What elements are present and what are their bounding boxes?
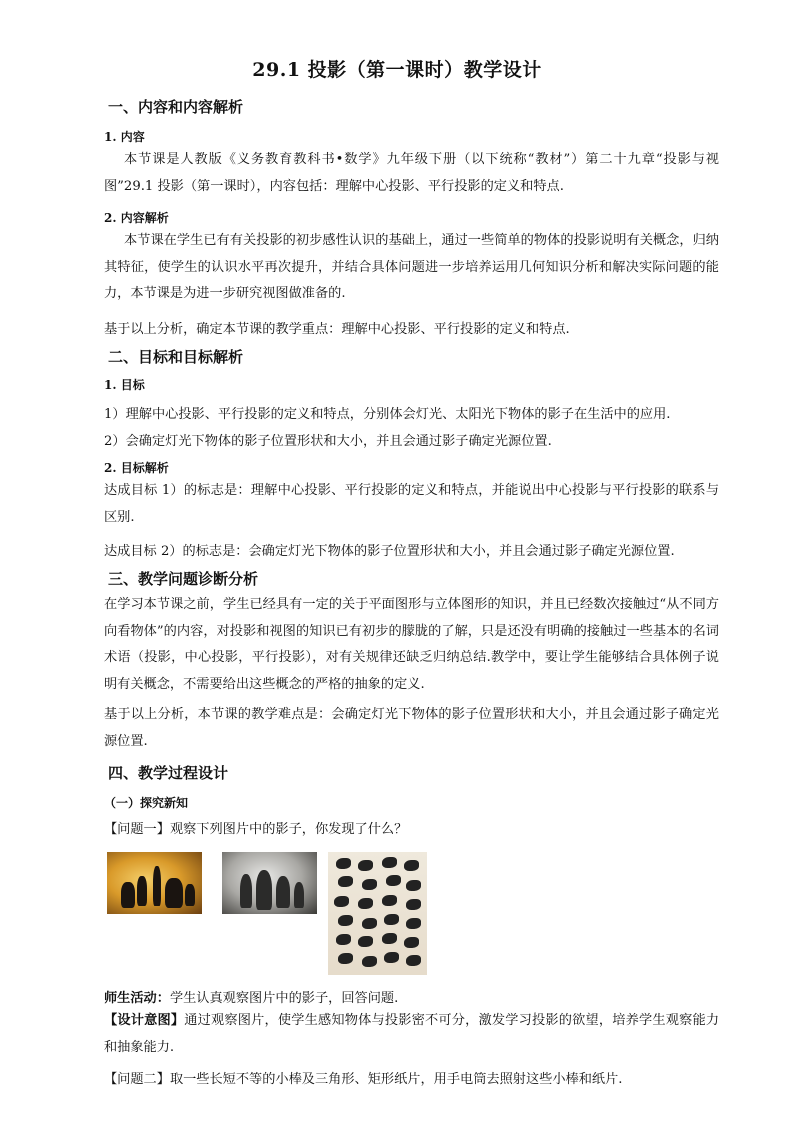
subheading-content-analysis: 2. 内容解析 — [104, 211, 169, 225]
activity-tag: 师生活动： — [104, 991, 170, 1006]
design-intent — [104, 1008, 719, 1061]
goal-item-1: 1）理解中心投影、平行投影的定义和特点，分别体会灯光、太阳光下物体的影子在生活中的应用. — [104, 407, 671, 422]
paragraph-diagnosis: 在学习本节课之前，学生已经具有一定的关于平面图形与立体图形的知识，并且已经数次接触过“从不同方向看物体”的内容，对投影和视图的知识已有初步的朦胧的了解，只是还没有明确的接触过一些基本的名词术语（投影，中心投影，平行投影），对有关规律还缺乏归纳总结.教学中，要让学生能够结合具体例子说明有关概念，不需要给出这些概念的严格的抽象的定义. — [104, 597, 719, 692]
shadow-puppet-photo — [107, 852, 202, 914]
question-2-tag: 【问题二】 — [104, 1072, 170, 1087]
paragraph-content: 本节课是人教版《义务教育教科书•数学》九年级下册（以下统称“教材”）第二十九章“投影与视图”29.1 投影（第一课时），内容包括：理解中心投影、平行投影的定义和特点. — [104, 152, 719, 194]
question-2-text: 取一些长短不等的小棒及三角形、矩形纸片，用手电筒去照射这些小棒和纸片. — [169, 1072, 623, 1087]
design-intent-tag: 【设计意图】 — [104, 1013, 185, 1028]
hand-shadow-chart-photo — [328, 852, 427, 975]
shadow-figures-photo — [222, 852, 317, 914]
design-intent-text: 通过观察图片，使学生感知物体与投影密不可分，激发学习投影的欲望，培养学生观察能力和抽象能力. — [104, 1013, 720, 1055]
goal-item-2: 2）会确定灯光下物体的影子位置形状和大小，并且会通过影子确定光源位置. — [104, 434, 552, 449]
teacher-student-activity — [104, 987, 398, 1006]
subheading-content: 1. 内容 — [104, 130, 145, 144]
section-heading-content: 一、内容和内容解析 — [108, 98, 244, 116]
paragraph-difficulty: 基于以上分析，本节课的教学难点是：会确定灯光下物体的影子位置形状和大小，并且会通过影子确定光源位置. — [104, 707, 719, 749]
paragraph-key-point: 基于以上分析，确定本节课的教学重点：理解中心投影、平行投影的定义和特点. — [104, 322, 570, 337]
question-1-text: 观察下列图片中的影子，你发现了什么？ — [169, 822, 408, 837]
section-heading-goals: 二、目标和目标解析 — [108, 348, 244, 366]
question-1-tag: 【问题一】 — [104, 822, 170, 837]
activity-text: 学生认真观察图片中的影子，回答问题. — [169, 991, 399, 1006]
subheading-explore: （一）探究新知 — [104, 796, 189, 810]
question-2 — [104, 1068, 623, 1087]
question-1 — [104, 818, 407, 837]
paragraph-goal-1-analysis: 达成目标 1）的标志是：理解中心投影、平行投影的定义和特点，并能说出中心投影与平行投影的联系与区别. — [104, 483, 719, 525]
page-title: 29.1 投影（第一课时）教学设计 — [252, 59, 542, 81]
paragraph-goal-2-analysis: 达成目标 2）的标志是：会确定灯光下物体的影子位置形状和大小，并且会通过影子确定光源位置. — [104, 544, 675, 559]
paragraph-content-analysis: 本节课在学生已有有关投影的初步感性认识的基础上，通过一些简单的物体的投影说明有关概念，归纳其特征，使学生的认识水平再次提升，并结合具体问题进一步培养运用几何知识分析和解决实际问题的能力，本节课是为进一步研究视图做准备的. — [104, 233, 719, 301]
section-heading-diagnosis: 三、教学问题诊断分析 — [108, 570, 259, 588]
section-heading-process: 四、教学过程设计 — [108, 764, 229, 782]
subheading-goals-analysis: 2. 目标解析 — [104, 461, 169, 475]
subheading-goals: 1. 目标 — [104, 378, 145, 392]
